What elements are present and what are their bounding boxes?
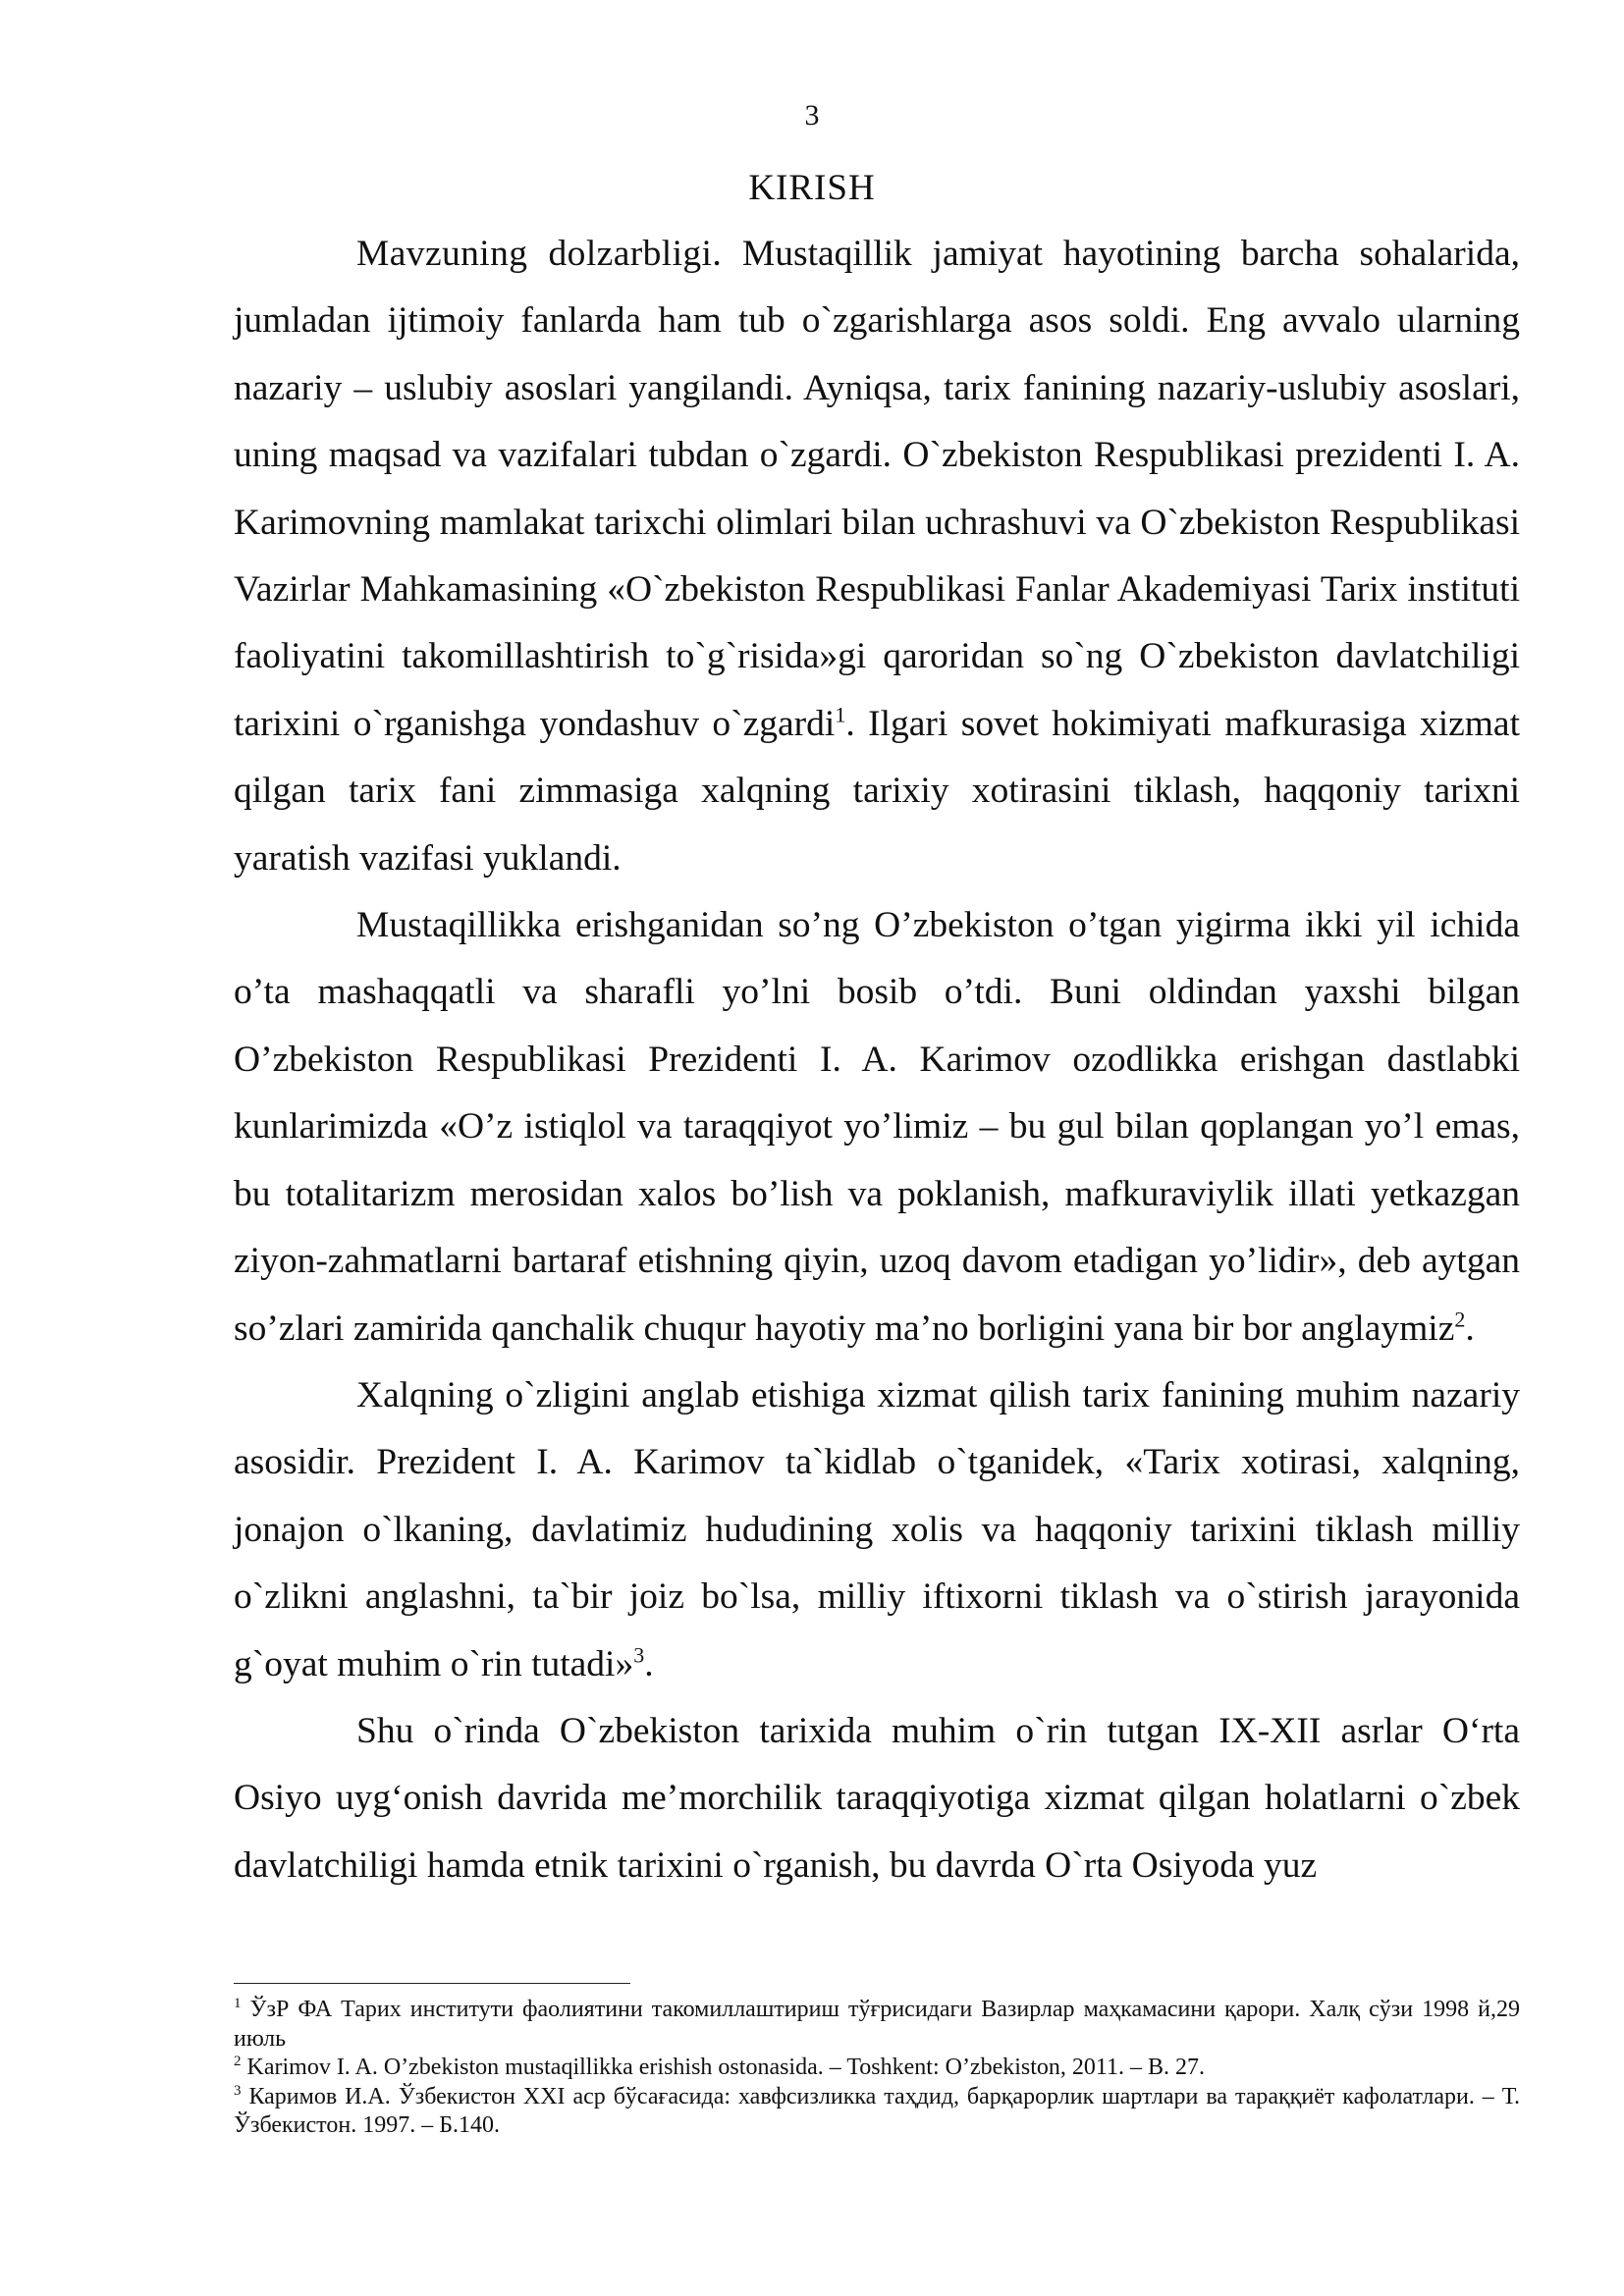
- footnote-number: 2: [234, 2054, 242, 2069]
- footnote-text: Каримов И.А. Ўзбекистон XXI аср бўсағасида: хавфсизликка таҳдид, барқарорлик шартлари ва тараққиёт кафолатлари. – Т. Ўзбекистон. 1997. – Б.140.: [234, 2083, 1520, 2138]
- paragraph-text: Shu o`rinda O`zbekiston tarixida muhim o`rin tutgan IX-XII asrlar O‘rta Osiyo uyg‘onish davrida me’morchilik taraqqiyotiga xizmat qilgan holatlarni o`zbek davlatchiligi hamda etnik tarixini o`rganish, bu davrda O`rta Osiyoda yuz: [234, 1710, 1520, 1886]
- paragraph-text: .: [1465, 1308, 1475, 1349]
- footnote-text: Karimov I. A. O’zbekiston mustaqillikka erishish ostonasida. – Toshkent: O’zbekiston, 2011. – B. 27.: [241, 2055, 1206, 2080]
- paragraph-text: Mustaqillik jamiyat hayotining barcha sohalarida, jumladan ijtimoiy fanlarda ham tub o`zgarishlarga asos soldi. Eng avvalo ularning nazariy – uslubiy asoslari yangilandi. Ayniqsa, tarix fanining nazariy-uslubiy asoslari, uning maqsad va vazifalari tubdan o`zgardi. O`zbekiston Respublikasi prezidenti I. A. Karimovning mamlakat tarixchi olimlari bilan uchrashuvi va O`zbekiston Respublikasi Vazirlar Mahkamasining «O`zbekiston Respublikasi Fanlar Akademiyasi Tarix instituti faoliyatini takomillashtirish to`g`risida»gi qaroridan so`ng O`zbekiston davlatchiligi tarixini o`rganishga yondashuv o`zgardi: [234, 234, 1520, 744]
- paragraph-4: [234, 1698, 1520, 1899]
- footnote-ref-2: 2: [1454, 1307, 1466, 1331]
- section-heading: KIRISH: [748, 168, 876, 208]
- footnotes: [234, 1996, 1520, 2141]
- footnote-3: [234, 2083, 1520, 2141]
- footnote-ref-3: 3: [633, 1642, 645, 1668]
- paragraph-text: Xalqning o`zligini anglab etishiga xizmat qilish tarix fanining muhim nazariy asosidir. Prezident I. A. Karimov ta`kidlab o`tganidek, «Tarix xotirasi, xalqning, jonajon o`lkaning, davlatimiz hududining xolis va haqqoniy tarixini tiklash milliy o`zlikni anglashni, ta`bir joiz bo`lsa, milliy iftixorni tiklash va o`stirish jarayonida g`oyat muhim o`rin tutadi»: [234, 1374, 1520, 1684]
- footnote-number: 1: [234, 1996, 242, 2011]
- footnote-ref-1: 1: [835, 702, 846, 727]
- paragraph-3: [234, 1362, 1520, 1698]
- footnote-text: ЎзР ФА Тарих институти фаолиятини такомиллаштириш тўғрисидаги Вазирлар маҳкамасини қарори. Халқ сўзи 1998 й,29 июль: [234, 1997, 1520, 2052]
- footnote-separator: [234, 1983, 630, 1984]
- paragraph-1: [234, 221, 1520, 892]
- footnote-1: [234, 1996, 1520, 2054]
- paragraph-text: . Ilgari sovet hokimiyati mafkurasiga xizmat qilgan tarix fani zimmasiga xalqning tarixiy xotirasini tiklash, haqqoniy tarixni yaratish vazifasi yuklandi.: [234, 703, 1520, 879]
- paragraph-text: .: [644, 1643, 654, 1684]
- paragraph-lead: Mavzuning dolzarbligi.: [356, 234, 723, 274]
- page-number: 3: [804, 99, 820, 132]
- footnote-number: 3: [234, 2082, 242, 2099]
- footnote-2: [234, 2054, 1520, 2083]
- paragraph-text: Mustaqillikka erishganidan so’ng O’zbekiston o’tgan yigirma ikki yil ichida o’ta mashaqqatli va sharafli yo’lni bosib o’tdi. Buni oldindan yaxshi bilgan O’zbekiston Respublikasi Prezidenti I. A. Karimov ozodlikka erishgan dastlabki kunlarimizda «O’z istiqlol va taraqqiyot yo’limiz – bu gul bilan qoplangan yo’l emas, bu totalitarizm merosidan xalos bo’lish va poklanish, mafkuraviylik illati yetkazgan ziyon-zahmatlarni bartaraf etishning qiyin, uzoq davom etadigan yo’lidir», deb aytgan so’zlari zamirida qanchalik chuqur hayotiy ma’no borligini yana bir bor anglaymiz: [234, 905, 1520, 1349]
- paragraph-2: [234, 892, 1520, 1362]
- body-text: [234, 221, 1520, 1899]
